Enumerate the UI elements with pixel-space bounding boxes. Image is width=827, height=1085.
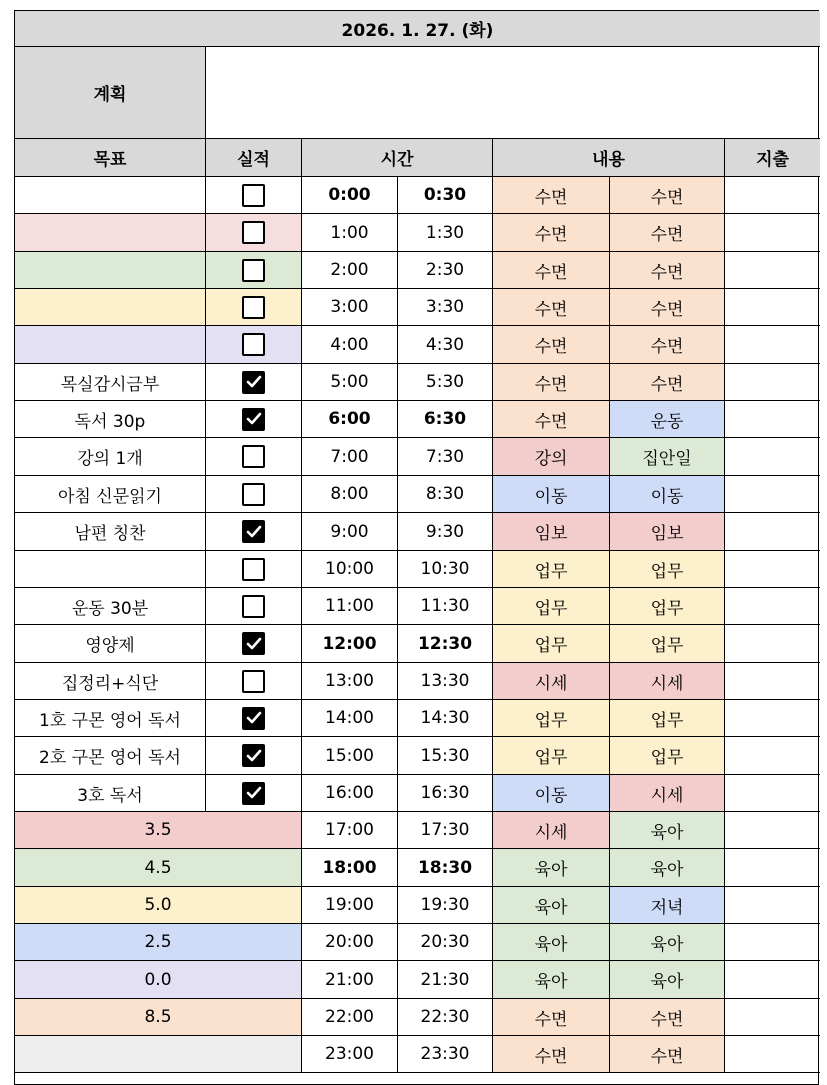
activity-cell-2[interactable]: 운동 bbox=[610, 401, 725, 438]
checkbox-unchecked[interactable] bbox=[242, 333, 265, 356]
checkbox-checked[interactable] bbox=[242, 408, 265, 431]
goal-cell[interactable]: 독서 30p bbox=[15, 401, 206, 438]
expense-cell[interactable] bbox=[725, 1036, 820, 1073]
done-cell bbox=[206, 401, 302, 438]
activity-cell-1[interactable]: 업무 bbox=[493, 700, 610, 737]
checkbox-checked[interactable] bbox=[242, 744, 265, 767]
time-start-cell: 4:00 bbox=[302, 326, 398, 364]
goal-cell[interactable]: 3호 독서 bbox=[15, 775, 206, 812]
time-end-cell: 14:30 bbox=[398, 700, 493, 737]
expense-cell[interactable] bbox=[725, 252, 820, 289]
expense-cell[interactable] bbox=[725, 663, 820, 700]
goal-cell[interactable] bbox=[15, 289, 206, 326]
done-cell bbox=[206, 775, 302, 812]
checkbox-unchecked[interactable] bbox=[242, 445, 265, 468]
checkmark-icon bbox=[246, 412, 262, 426]
expense-cell[interactable] bbox=[725, 588, 820, 625]
goal-cell[interactable] bbox=[15, 326, 206, 364]
done-cell bbox=[206, 625, 302, 663]
goal-cell[interactable]: 1호 구몬 영어 독서 bbox=[15, 700, 206, 737]
activity-cell-1[interactable]: 수면 bbox=[493, 364, 610, 401]
time-start-cell: 22:00 bbox=[302, 999, 398, 1036]
activity-cell-1[interactable]: 업무 bbox=[493, 551, 610, 588]
time-end-cell: 22:30 bbox=[398, 999, 493, 1036]
checkmark-icon bbox=[246, 711, 262, 725]
activity-cell-2[interactable]: 수면 bbox=[610, 177, 725, 214]
done-cell bbox=[206, 289, 302, 326]
done-cell bbox=[206, 513, 302, 551]
checkmark-icon bbox=[246, 749, 262, 763]
time-start-cell: 7:00 bbox=[302, 438, 398, 476]
expense-cell[interactable] bbox=[725, 476, 820, 513]
activity-cell-2[interactable]: 수면 bbox=[610, 214, 725, 252]
time-end-cell: 3:30 bbox=[398, 289, 493, 326]
goal-cell[interactable] bbox=[15, 252, 206, 289]
activity-cell-2[interactable]: 수면 bbox=[610, 999, 725, 1036]
expense-cell[interactable] bbox=[725, 401, 820, 438]
activity-cell-1[interactable]: 육아 bbox=[493, 961, 610, 999]
activity-cell-2[interactable]: 임보 bbox=[610, 513, 725, 551]
time-start-cell: 20:00 bbox=[302, 924, 398, 961]
activity-cell-1[interactable]: 이동 bbox=[493, 476, 610, 513]
activity-cell-2[interactable]: 시세 bbox=[610, 775, 725, 812]
done-cell bbox=[206, 364, 302, 401]
activity-cell-1[interactable]: 수면 bbox=[493, 401, 610, 438]
activity-cell-1[interactable]: 수면 bbox=[493, 177, 610, 214]
time-start-cell: 19:00 bbox=[302, 887, 398, 924]
activity-cell-2[interactable]: 수면 bbox=[610, 326, 725, 364]
time-end-cell: 2:30 bbox=[398, 252, 493, 289]
time-start-cell: 2:00 bbox=[302, 252, 398, 289]
time-start-cell: 3:00 bbox=[302, 289, 398, 326]
time-end-cell: 11:30 bbox=[398, 588, 493, 625]
time-end-cell: 17:30 bbox=[398, 812, 493, 849]
activity-cell-2[interactable]: 육아 bbox=[610, 812, 725, 849]
time-end-cell: 4:30 bbox=[398, 326, 493, 364]
expense-cell[interactable] bbox=[725, 737, 820, 775]
goal-cell[interactable]: 2호 구몬 영어 독서 bbox=[15, 737, 206, 775]
time-end-cell: 12:30 bbox=[398, 625, 493, 663]
expense-cell[interactable] bbox=[725, 364, 820, 401]
activity-cell-2[interactable]: 수면 bbox=[610, 364, 725, 401]
time-start-cell: 14:00 bbox=[302, 700, 398, 737]
header-content: 내용 bbox=[493, 139, 725, 177]
checkbox-unchecked[interactable] bbox=[242, 483, 265, 506]
activity-cell-2[interactable]: 업무 bbox=[610, 737, 725, 775]
time-end-cell: 23:30 bbox=[398, 1036, 493, 1073]
expense-cell[interactable] bbox=[725, 177, 820, 214]
summary-hours-cell: 8.5 bbox=[15, 999, 302, 1036]
checkbox-unchecked[interactable] bbox=[242, 558, 265, 581]
expense-cell[interactable] bbox=[725, 625, 820, 663]
done-cell bbox=[206, 214, 302, 252]
time-end-cell: 8:30 bbox=[398, 476, 493, 513]
goal-cell[interactable]: 남편 칭찬 bbox=[15, 513, 206, 551]
expense-cell[interactable] bbox=[725, 214, 820, 252]
time-start-cell: 6:00 bbox=[302, 401, 398, 438]
expense-cell[interactable] bbox=[725, 775, 820, 812]
activity-cell-2[interactable]: 육아 bbox=[610, 849, 725, 887]
time-end-cell: 15:30 bbox=[398, 737, 493, 775]
time-start-cell: 21:00 bbox=[302, 961, 398, 999]
checkbox-unchecked[interactable] bbox=[242, 259, 265, 282]
activity-cell-2[interactable]: 업무 bbox=[610, 588, 725, 625]
daily-planner-sheet bbox=[14, 10, 819, 1085]
done-cell bbox=[206, 700, 302, 737]
expense-cell[interactable] bbox=[725, 887, 820, 924]
activity-cell-2[interactable]: 수면 bbox=[610, 1036, 725, 1073]
expense-cell[interactable] bbox=[725, 289, 820, 326]
goal-cell[interactable]: 영양제 bbox=[15, 625, 206, 663]
header-goal: 목표 bbox=[15, 139, 206, 177]
time-end-cell: 20:30 bbox=[398, 924, 493, 961]
summary-hours-cell: 0.0 bbox=[15, 961, 302, 999]
activity-cell-1[interactable]: 수면 bbox=[493, 252, 610, 289]
activity-cell-2[interactable]: 집안일 bbox=[610, 438, 725, 476]
goal-cell[interactable]: 운동 30분 bbox=[15, 588, 206, 625]
activity-cell-1[interactable]: 업무 bbox=[493, 588, 610, 625]
checkmark-icon bbox=[246, 375, 262, 389]
goal-cell[interactable]: 목실감시금부 bbox=[15, 364, 206, 401]
done-cell bbox=[206, 663, 302, 700]
checkbox-checked[interactable] bbox=[242, 371, 265, 394]
header-done: 실적 bbox=[206, 139, 302, 177]
activity-cell-1[interactable]: 강의 bbox=[493, 438, 610, 476]
checkbox-unchecked[interactable] bbox=[242, 221, 265, 244]
goal-cell[interactable]: 집정리+식단 bbox=[15, 663, 206, 700]
goal-cell[interactable] bbox=[15, 551, 206, 588]
header-time: 시간 bbox=[302, 139, 493, 177]
done-cell bbox=[206, 737, 302, 775]
expense-cell[interactable] bbox=[725, 812, 820, 849]
plan-content[interactable] bbox=[206, 47, 820, 139]
time-start-cell: 18:00 bbox=[302, 849, 398, 887]
checkbox-unchecked[interactable] bbox=[242, 670, 265, 693]
activity-cell-1[interactable]: 수면 bbox=[493, 1036, 610, 1073]
activity-cell-1[interactable]: 수면 bbox=[493, 326, 610, 364]
activity-cell-2[interactable]: 이동 bbox=[610, 476, 725, 513]
time-end-cell: 6:30 bbox=[398, 401, 493, 438]
time-end-cell: 19:30 bbox=[398, 887, 493, 924]
activity-cell-2[interactable]: 육아 bbox=[610, 924, 725, 961]
expense-cell[interactable] bbox=[725, 849, 820, 887]
activity-cell-1[interactable]: 임보 bbox=[493, 513, 610, 551]
activity-cell-1[interactable]: 육아 bbox=[493, 849, 610, 887]
activity-cell-2[interactable]: 업무 bbox=[610, 625, 725, 663]
summary-hours-cell: 4.5 bbox=[15, 849, 302, 887]
expense-cell[interactable] bbox=[725, 999, 820, 1036]
activity-cell-1[interactable]: 시세 bbox=[493, 663, 610, 700]
checkmark-icon bbox=[246, 786, 262, 800]
checkmark-icon bbox=[246, 637, 262, 651]
summary-hours-cell: 5.0 bbox=[15, 887, 302, 924]
activity-cell-2[interactable]: 수면 bbox=[610, 289, 725, 326]
checkbox-unchecked[interactable] bbox=[242, 595, 265, 618]
done-cell bbox=[206, 476, 302, 513]
checkbox-checked[interactable] bbox=[242, 782, 265, 805]
time-start-cell: 9:00 bbox=[302, 513, 398, 551]
time-end-cell: 7:30 bbox=[398, 438, 493, 476]
time-start-cell: 16:00 bbox=[302, 775, 398, 812]
time-start-cell: 12:00 bbox=[302, 625, 398, 663]
time-end-cell: 18:30 bbox=[398, 849, 493, 887]
goal-cell[interactable] bbox=[15, 177, 206, 214]
time-start-cell: 13:00 bbox=[302, 663, 398, 700]
activity-cell-1[interactable]: 수면 bbox=[493, 214, 610, 252]
time-start-cell: 11:00 bbox=[302, 588, 398, 625]
activity-cell-1[interactable]: 업무 bbox=[493, 737, 610, 775]
expense-cell[interactable] bbox=[725, 551, 820, 588]
time-start-cell: 1:00 bbox=[302, 214, 398, 252]
time-end-cell: 16:30 bbox=[398, 775, 493, 812]
goal-cell[interactable] bbox=[15, 214, 206, 252]
checkmark-icon bbox=[246, 525, 262, 539]
activity-cell-1[interactable]: 업무 bbox=[493, 625, 610, 663]
activity-cell-2[interactable]: 수면 bbox=[610, 252, 725, 289]
activity-cell-1[interactable]: 시세 bbox=[493, 812, 610, 849]
done-cell bbox=[206, 177, 302, 214]
goal-cell[interactable]: 아침 신문읽기 bbox=[15, 476, 206, 513]
activity-cell-2[interactable]: 육아 bbox=[610, 961, 725, 999]
time-start-cell: 17:00 bbox=[302, 812, 398, 849]
activity-cell-2[interactable]: 업무 bbox=[610, 551, 725, 588]
time-start-cell: 0:00 bbox=[302, 177, 398, 214]
activity-cell-1[interactable]: 육아 bbox=[493, 887, 610, 924]
date-title: 2026. 1. 27. (화) bbox=[15, 11, 820, 47]
time-start-cell: 15:00 bbox=[302, 737, 398, 775]
activity-cell-2[interactable]: 업무 bbox=[610, 700, 725, 737]
summary-hours-cell: 3.5 bbox=[15, 812, 302, 849]
time-end-cell: 5:30 bbox=[398, 364, 493, 401]
time-end-cell: 13:30 bbox=[398, 663, 493, 700]
time-start-cell: 23:00 bbox=[302, 1036, 398, 1073]
checkbox-unchecked[interactable] bbox=[242, 296, 265, 319]
done-cell bbox=[206, 551, 302, 588]
activity-cell-2[interactable]: 시세 bbox=[610, 663, 725, 700]
expense-cell[interactable] bbox=[725, 961, 820, 999]
done-cell bbox=[206, 252, 302, 289]
expense-cell[interactable] bbox=[725, 924, 820, 961]
checkbox-checked[interactable] bbox=[242, 707, 265, 730]
done-cell bbox=[206, 326, 302, 364]
activity-cell-2[interactable]: 저녁 bbox=[610, 887, 725, 924]
time-start-cell: 10:00 bbox=[302, 551, 398, 588]
time-start-cell: 5:00 bbox=[302, 364, 398, 401]
checkbox-checked[interactable] bbox=[242, 520, 265, 543]
checkbox-unchecked[interactable] bbox=[242, 184, 265, 207]
time-end-cell: 9:30 bbox=[398, 513, 493, 551]
time-end-cell: 1:30 bbox=[398, 214, 493, 252]
activity-cell-1[interactable]: 이동 bbox=[493, 775, 610, 812]
summary-hours-cell bbox=[15, 1036, 302, 1073]
expense-cell[interactable] bbox=[725, 513, 820, 551]
time-end-cell: 0:30 bbox=[398, 177, 493, 214]
plan-label: 계획 bbox=[15, 47, 206, 139]
time-end-cell: 10:30 bbox=[398, 551, 493, 588]
done-cell bbox=[206, 438, 302, 476]
checkbox-checked[interactable] bbox=[242, 632, 265, 655]
done-cell bbox=[206, 588, 302, 625]
activity-cell-1[interactable]: 육아 bbox=[493, 924, 610, 961]
header-expense: 지출 bbox=[725, 139, 820, 177]
time-end-cell: 21:30 bbox=[398, 961, 493, 999]
expense-cell[interactable] bbox=[725, 438, 820, 476]
summary-hours-cell: 2.5 bbox=[15, 924, 302, 961]
activity-cell-1[interactable]: 수면 bbox=[493, 999, 610, 1036]
expense-cell[interactable] bbox=[725, 700, 820, 737]
time-start-cell: 8:00 bbox=[302, 476, 398, 513]
expense-cell[interactable] bbox=[725, 326, 820, 364]
goal-cell[interactable]: 강의 1개 bbox=[15, 438, 206, 476]
activity-cell-1[interactable]: 수면 bbox=[493, 289, 610, 326]
